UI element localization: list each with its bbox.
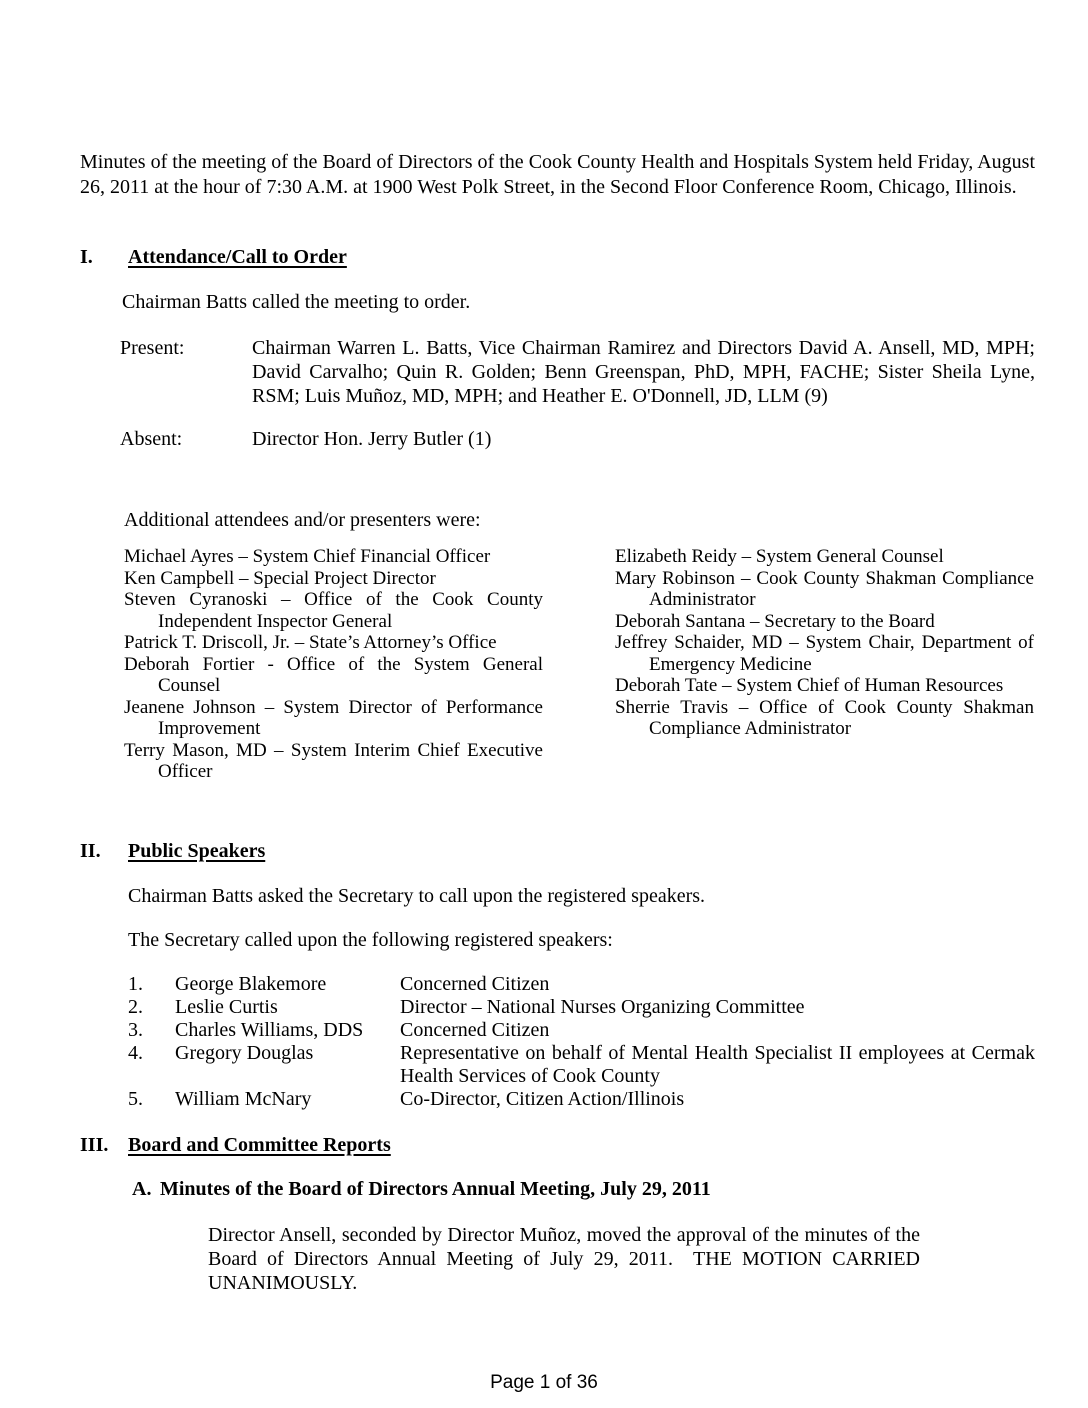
attendees-intro: Additional attendees and/or presenters were: [124,509,481,531]
speaker-name: Charles Williams, DDS [175,1018,364,1041]
attendees-columns [124,546,1035,783]
subsection-a-label: A. [132,1177,152,1200]
motion-paragraph: Director Ansell, seconded by Director Muñoz, moved the approval of the minutes of the Board of Directors Annual Meeting of July 29, 2011. THE MOTION CARRIED UNANIMOUSLY. [208,1223,920,1294]
attendee-entry: Terry Mason, MD – System Interim Chief Executive Officer [124,739,543,782]
attendee-entry: Deborah Santana – Secretary to the Board [615,610,935,632]
speakers-intro-paragraph: Chairman Batts asked the Secretary to call upon the registered speakers. [128,884,706,907]
attendee-entry: Mary Robinson – Cook County Shakman Compliance Administrator [615,567,1034,610]
board-reports-numeral: III. [80,1133,109,1156]
speaker-description: Director – National Nurses Organizing Committee [400,995,805,1018]
attendee-entry: Ken Campbell – Special Project Director [124,567,436,589]
absent-label: Absent: [120,428,183,450]
page-footer: Page 1 of 36 [490,1372,598,1393]
section-board-reports-heading [80,1133,1035,1158]
speaker-number: 3. [128,1018,143,1041]
attendee-entry: Steven Cyranoski – Office of the Cook County Independent Inspector General [124,589,543,632]
subsection-a-title: Minutes of the Board of Directors Annual Meeting, July 29, 2011 [160,1177,711,1200]
subsection-a-heading [132,1177,1035,1202]
attendees-column-right [615,546,1034,783]
attendee-entry: Elizabeth Reidy – System General Counsel [615,546,944,567]
section-attendance-heading [80,245,1035,270]
speaker-description: Concerned Citizen [400,972,550,995]
attendee-entry: Jeffrey Schaider, MD – System Chair, Department of Emergency Medicine [615,632,1034,675]
speaker-description: Co-Director, Citizen Action/Illinois [400,1087,685,1110]
section-public-speakers-heading [80,839,1035,864]
speaker-row [128,973,1035,996]
attendee-entry: Michael Ayres – System Chief Financial Officer [124,546,491,567]
speaker-description: Concerned Citizen [400,1018,550,1041]
speaker-number: 1. [128,972,143,995]
attendee-entry: Deborah Fortier - Office of the System General Counsel [124,653,543,696]
present-value: Chairman Warren L. Batts, Vice Chairman Ramirez and Directors David A. Ansell, MD, MPH; David Carvalho; Quin R. Golden; Benn Greenspan, PhD, MPH, FACHE; Sister Sheila Lyne, RSM; Luis Muñoz, MD, MPH; and Heather E. O'Donnell, JD, LLM (9) [252,337,1035,407]
present-row [120,336,1035,408]
speaker-number: 4. [128,1041,143,1064]
attendees-column-left [124,546,543,783]
speaker-row [128,996,1035,1019]
speaker-name: Gregory Douglas [175,1041,314,1064]
speakers-called-paragraph: The Secretary called upon the following registered speakers: [128,928,613,951]
attendee-entry: Patrick T. Driscoll, Jr. – State’s Attorney’s Office [124,632,497,653]
public-speakers-numeral: II. [80,839,101,862]
attendance-title: Attendance/Call to Order [128,246,347,268]
speaker-name: George Blakemore [175,972,327,995]
absent-value: Director Hon. Jerry Butler (1) [252,428,492,450]
speaker-name: William McNary [175,1087,312,1110]
call-to-order-text: Chairman Batts called the meeting to order. [122,291,471,313]
present-label: Present: [120,337,185,359]
attendance-numeral: I. [80,246,93,268]
attendee-entry: Deborah Tate – System Chief of Human Resources [615,675,1004,696]
speaker-row [128,1088,1035,1111]
speaker-row [128,1019,1035,1042]
speaker-number: 2. [128,995,143,1018]
absent-row [120,427,1035,451]
board-reports-title: Board and Committee Reports [128,1133,391,1156]
public-speakers-title: Public Speakers [128,839,266,862]
attendee-entry: Sherrie Travis – Office of Cook County Shakman Compliance Administrator [615,696,1034,739]
speaker-description: Representative on behalf of Mental Health Specialist II employees at Cermak Health Services of Cook County [400,1041,1035,1087]
speaker-name: Leslie Curtis [175,995,278,1018]
speaker-number: 5. [128,1087,143,1110]
speakers-list [128,973,1035,1111]
attendee-entry: Jeanene Johnson – System Director of Performance Improvement [124,696,543,739]
intro-paragraph: Minutes of the meeting of the Board of Directors of the Cook County Health and Hospitals System held Friday, August 26, 2011 at the hour of 7:30 A.M. at 1900 West Polk Street, in the Second Floor Conference Room, Chicago, Illinois. [80,151,1035,198]
speaker-row [128,1042,1035,1088]
